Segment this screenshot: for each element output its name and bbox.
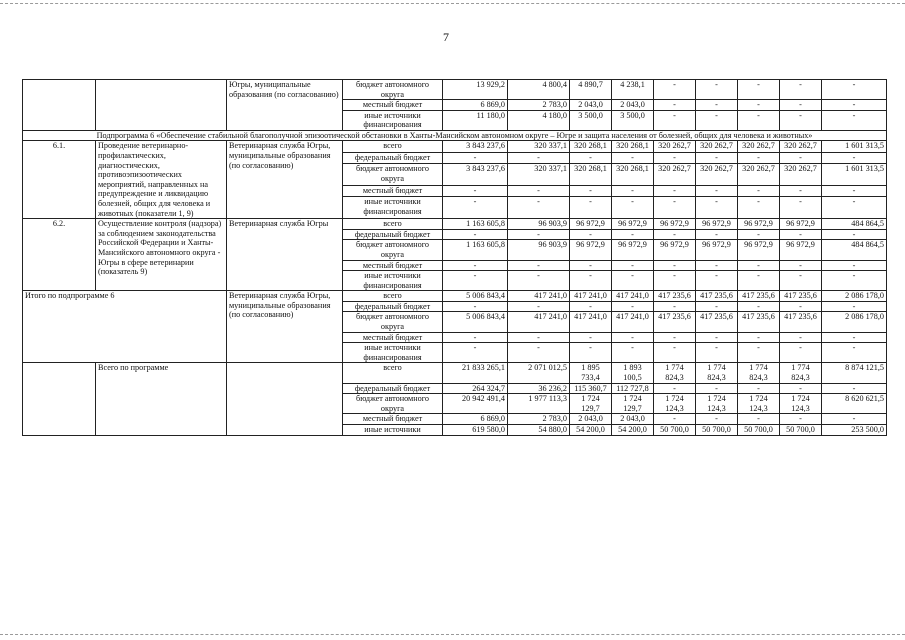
program-total-name: Всего по программе xyxy=(96,363,227,435)
amount-cell: 417 235,6 xyxy=(696,291,738,302)
amount-cell: 417 235,6 xyxy=(780,312,822,332)
amount-cell: - xyxy=(612,271,654,291)
executor xyxy=(227,363,343,435)
amount-cell: 96 972,9 xyxy=(696,219,738,230)
amount-cell: 1 774 824,3 xyxy=(696,363,738,383)
table-row xyxy=(23,141,887,152)
amount-cell: 320 262,7 xyxy=(654,164,696,186)
amount-cell: 96 972,9 xyxy=(654,240,696,260)
amount-cell: 320 262,7 xyxy=(780,141,822,152)
amount-cell: 320 268,1 xyxy=(570,141,612,152)
amount-cell: - xyxy=(654,197,696,219)
amount-cell: 3 843 237,6 xyxy=(443,164,508,186)
amount-cell: - xyxy=(822,80,887,100)
amount-cell: - xyxy=(570,197,612,219)
amount-cell: - xyxy=(443,343,508,363)
amount-cell: - xyxy=(696,383,738,394)
amount-cell: 2 043,0 xyxy=(612,414,654,425)
funding-source: бюджет автономного округа xyxy=(343,164,443,186)
amount-cell: 54 200,0 xyxy=(570,425,612,436)
item-number: 6.2. xyxy=(23,219,96,291)
amount-cell: - xyxy=(738,152,780,163)
amount-cell: - xyxy=(654,301,696,312)
amount-cell: 320 262,7 xyxy=(654,141,696,152)
amount-cell: - xyxy=(780,100,822,111)
funding-source: федеральный бюджет xyxy=(343,152,443,163)
item-number xyxy=(23,80,96,131)
amount-cell: 1 163 605,8 xyxy=(443,219,508,230)
amount-cell: 1 774 824,3 xyxy=(738,363,780,383)
amount-cell: - xyxy=(822,332,887,343)
amount-cell: 2 783,0 xyxy=(508,414,570,425)
amount-cell: 8 874 121,5 xyxy=(822,363,887,383)
amount-cell: - xyxy=(508,343,570,363)
funding-source: бюджет автономного округа xyxy=(343,240,443,260)
amount-cell: 1 774 824,3 xyxy=(780,363,822,383)
amount-cell: 417 241,0 xyxy=(570,312,612,332)
funding-source: местный бюджет xyxy=(343,260,443,271)
funding-source: бюджет автономного округа xyxy=(343,80,443,100)
executor: Югры, муниципальные образования (по согласованию) xyxy=(227,80,343,131)
amount-cell: 320 268,1 xyxy=(570,164,612,186)
amount-cell: - xyxy=(822,343,887,363)
amount-cell: - xyxy=(443,185,508,196)
amount-cell: - xyxy=(738,100,780,111)
amount-cell: 96 903,9 xyxy=(508,219,570,230)
amount-cell: - xyxy=(654,229,696,240)
table-row xyxy=(23,219,887,230)
budget-table xyxy=(22,79,887,436)
funding-source: всего xyxy=(343,291,443,302)
amount-cell: - xyxy=(654,152,696,163)
amount-cell: - xyxy=(612,197,654,219)
amount-cell: - xyxy=(696,152,738,163)
amount-cell: - xyxy=(508,260,570,271)
amount-cell: - xyxy=(696,229,738,240)
funding-source: бюджет автономного округа xyxy=(343,312,443,332)
amount-cell: - xyxy=(822,185,887,196)
amount-cell: - xyxy=(822,414,887,425)
item-number: 6.1. xyxy=(23,141,96,219)
amount-cell: - xyxy=(570,229,612,240)
amount-cell: 484 864,5 xyxy=(822,240,887,260)
executor: Ветеринарная служба Югры, муниципальные образования (по согласованию) xyxy=(227,141,343,219)
amount-cell: 619 580,0 xyxy=(443,425,508,436)
item-name: Осуществление контроля (надзора) за соблюдением законодательства Российской Федерации и Ханты-Мансийского автономного округа - Югры в сфере ветеринарии (показатель 9) xyxy=(96,219,227,291)
executor: Ветеринарная служба Югры xyxy=(227,219,343,291)
amount-cell: 8 620 621,5 xyxy=(822,394,887,414)
amount-cell: 36 236,2 xyxy=(508,383,570,394)
scan-edge-top xyxy=(0,3,905,4)
amount-cell: - xyxy=(570,332,612,343)
amount-cell: 2 043,0 xyxy=(570,100,612,111)
amount-cell: 21 833 265,1 xyxy=(443,363,508,383)
amount-cell: 1 724 124,3 xyxy=(696,394,738,414)
amount-cell: 320 262,7 xyxy=(696,141,738,152)
item-number xyxy=(23,363,96,435)
funding-source: иные источники финансирования xyxy=(343,343,443,363)
amount-cell: 1 724 129,7 xyxy=(570,394,612,414)
funding-source: федеральный бюджет xyxy=(343,229,443,240)
amount-cell: 417 235,6 xyxy=(654,312,696,332)
amount-cell: - xyxy=(822,152,887,163)
amount-cell: - xyxy=(612,332,654,343)
funding-source: всего xyxy=(343,219,443,230)
funding-source: местный бюджет xyxy=(343,100,443,111)
page-number: 7 xyxy=(443,30,449,44)
amount-cell: 1 895 733,4 xyxy=(570,363,612,383)
amount-cell: 2 086 178,0 xyxy=(822,291,887,302)
amount-cell: - xyxy=(738,343,780,363)
amount-cell: - xyxy=(654,100,696,111)
amount-cell: 417 241,0 xyxy=(612,312,654,332)
amount-cell: 484 864,5 xyxy=(822,219,887,230)
amount-cell: - xyxy=(696,197,738,219)
amount-cell: - xyxy=(612,229,654,240)
funding-source: всего xyxy=(343,141,443,152)
amount-cell: 96 903,9 xyxy=(508,240,570,260)
amount-cell: - xyxy=(612,301,654,312)
amount-cell: 2 071 012,5 xyxy=(508,363,570,383)
item-name xyxy=(96,80,227,131)
amount-cell: 320 262,7 xyxy=(696,164,738,186)
amount-cell: 3 843 237,6 xyxy=(443,141,508,152)
amount-cell: 320 337,1 xyxy=(508,164,570,186)
amount-cell: 96 972,9 xyxy=(696,240,738,260)
amount-cell: - xyxy=(654,185,696,196)
amount-cell: - xyxy=(696,80,738,100)
amount-cell: - xyxy=(654,271,696,291)
amount-cell: 417 241,0 xyxy=(612,291,654,302)
amount-cell: - xyxy=(508,152,570,163)
amount-cell: 50 700,0 xyxy=(654,425,696,436)
funding-source: иные источники финансирования xyxy=(343,110,443,130)
amount-cell: - xyxy=(654,332,696,343)
amount-cell: 96 972,9 xyxy=(570,240,612,260)
amount-cell: - xyxy=(696,185,738,196)
amount-cell: - xyxy=(822,260,887,271)
amount-cell: 50 700,0 xyxy=(738,425,780,436)
amount-cell: - xyxy=(654,260,696,271)
amount-cell: 4 800,4 xyxy=(508,80,570,100)
amount-cell: - xyxy=(443,332,508,343)
amount-cell: 417 241,0 xyxy=(570,291,612,302)
amount-cell: 5 006 843,4 xyxy=(443,312,508,332)
amount-cell: 1 601 313,5 xyxy=(822,164,887,186)
amount-cell: - xyxy=(738,271,780,291)
amount-cell: 4 180,0 xyxy=(508,110,570,130)
amount-cell: - xyxy=(570,260,612,271)
amount-cell: - xyxy=(822,301,887,312)
amount-cell: 11 180,0 xyxy=(443,110,508,130)
table-row xyxy=(23,80,887,100)
amount-cell: 96 972,9 xyxy=(570,219,612,230)
executor: Ветеринарная служба Югры, муниципальные образования (по согласованию) xyxy=(227,291,343,363)
amount-cell: - xyxy=(696,301,738,312)
amount-cell: 417 235,6 xyxy=(696,312,738,332)
amount-cell: - xyxy=(780,332,822,343)
amount-cell: - xyxy=(696,332,738,343)
amount-cell: - xyxy=(780,301,822,312)
amount-cell: 96 972,9 xyxy=(780,219,822,230)
amount-cell: 320 268,1 xyxy=(612,141,654,152)
amount-cell: - xyxy=(612,185,654,196)
amount-cell: - xyxy=(443,152,508,163)
amount-cell: 1 774 824,3 xyxy=(654,363,696,383)
amount-cell: 6 869,0 xyxy=(443,100,508,111)
amount-cell: - xyxy=(738,301,780,312)
amount-cell: - xyxy=(738,80,780,100)
amount-cell: 96 972,9 xyxy=(738,240,780,260)
amount-cell: - xyxy=(654,80,696,100)
amount-cell: - xyxy=(508,271,570,291)
amount-cell: 417 235,6 xyxy=(654,291,696,302)
budget-table-body xyxy=(23,80,887,436)
amount-cell: - xyxy=(738,383,780,394)
amount-cell: - xyxy=(570,152,612,163)
amount-cell: 253 500,0 xyxy=(822,425,887,436)
amount-cell: - xyxy=(780,110,822,130)
amount-cell: - xyxy=(822,100,887,111)
amount-cell: - xyxy=(822,229,887,240)
funding-source: местный бюджет xyxy=(343,414,443,425)
amount-cell: 320 262,7 xyxy=(738,141,780,152)
amount-cell: 1 724 124,3 xyxy=(738,394,780,414)
amount-cell: - xyxy=(738,260,780,271)
amount-cell: - xyxy=(822,110,887,130)
amount-cell: - xyxy=(612,152,654,163)
funding-source: местный бюджет xyxy=(343,332,443,343)
amount-cell: 20 942 491,4 xyxy=(443,394,508,414)
amount-cell: 96 972,9 xyxy=(738,219,780,230)
amount-cell: - xyxy=(570,343,612,363)
amount-cell: - xyxy=(738,229,780,240)
amount-cell: - xyxy=(780,229,822,240)
amount-cell: 96 972,9 xyxy=(654,219,696,230)
amount-cell: - xyxy=(696,260,738,271)
amount-cell: 264 324,7 xyxy=(443,383,508,394)
amount-cell: - xyxy=(738,185,780,196)
amount-cell: 417 235,6 xyxy=(738,312,780,332)
amount-cell: 115 360,7 xyxy=(570,383,612,394)
amount-cell: - xyxy=(443,229,508,240)
item-name: Проведение ветеринарно-профилактических, диагностических, противоэпизоотических мероприятий, направленных на предупреждение и ликвидацию болезней, общих для человека и животных (показатели 1, 9) xyxy=(96,141,227,219)
amount-cell: - xyxy=(508,301,570,312)
amount-cell: - xyxy=(696,343,738,363)
amount-cell: - xyxy=(780,383,822,394)
amount-cell: 1 601 313,5 xyxy=(822,141,887,152)
amount-cell: - xyxy=(696,110,738,130)
amount-cell: 96 972,9 xyxy=(612,219,654,230)
amount-cell: - xyxy=(443,271,508,291)
amount-cell: 13 929,2 xyxy=(443,80,508,100)
amount-cell: 54 200,0 xyxy=(612,425,654,436)
amount-cell: 1 724 124,3 xyxy=(654,394,696,414)
amount-cell: 417 235,6 xyxy=(738,291,780,302)
amount-cell: 320 262,7 xyxy=(780,164,822,186)
amount-cell: - xyxy=(780,152,822,163)
funding-source: иные источники xyxy=(343,425,443,436)
amount-cell: - xyxy=(570,185,612,196)
amount-cell: - xyxy=(780,80,822,100)
subprogram-title: Подпрограмма 6 «Обеспечение стабильной благополучной эпизоотической обстановки в Ханты-Мансийском автономном округе – Югре и защита населения от болезней, общих для человека и животных» xyxy=(23,130,887,140)
amount-cell: 2 783,0 xyxy=(508,100,570,111)
amount-cell: 3 500,0 xyxy=(612,110,654,130)
amount-cell: - xyxy=(738,110,780,130)
amount-cell: - xyxy=(822,197,887,219)
amount-cell: 2 086 178,0 xyxy=(822,312,887,332)
funding-source: бюджет автономного округа xyxy=(343,394,443,414)
subprogram-title-row xyxy=(23,130,887,140)
amount-cell: - xyxy=(612,343,654,363)
amount-cell: - xyxy=(696,271,738,291)
amount-cell: - xyxy=(780,260,822,271)
amount-cell: - xyxy=(443,301,508,312)
funding-source: федеральный бюджет xyxy=(343,301,443,312)
amount-cell: 320 262,7 xyxy=(738,164,780,186)
amount-cell: - xyxy=(570,301,612,312)
funding-source: федеральный бюджет xyxy=(343,383,443,394)
funding-source: иные источники финансирования xyxy=(343,271,443,291)
amount-cell: - xyxy=(570,271,612,291)
amount-cell: 1 724 129,7 xyxy=(612,394,654,414)
amount-cell: 112 727,8 xyxy=(612,383,654,394)
amount-cell: - xyxy=(738,197,780,219)
amount-cell: - xyxy=(738,414,780,425)
amount-cell: 50 700,0 xyxy=(696,425,738,436)
amount-cell: - xyxy=(508,229,570,240)
amount-cell: - xyxy=(780,271,822,291)
amount-cell: - xyxy=(654,110,696,130)
amount-cell: 3 500,0 xyxy=(570,110,612,130)
funding-source: иные источники финансирования xyxy=(343,197,443,219)
amount-cell: 320 268,1 xyxy=(612,164,654,186)
amount-cell: - xyxy=(696,414,738,425)
amount-cell: - xyxy=(654,383,696,394)
amount-cell: 1 977 113,3 xyxy=(508,394,570,414)
subtotal-name: Итого по подпрограмме 6 xyxy=(23,291,227,363)
funding-source: всего xyxy=(343,363,443,383)
funding-source: местный бюджет xyxy=(343,185,443,196)
amount-cell: 417 241,0 xyxy=(508,312,570,332)
amount-cell: - xyxy=(443,197,508,219)
amount-cell: - xyxy=(508,332,570,343)
amount-cell: - xyxy=(822,271,887,291)
amount-cell: 320 337,1 xyxy=(508,141,570,152)
amount-cell: 417 241,0 xyxy=(508,291,570,302)
amount-cell: - xyxy=(508,197,570,219)
table-row xyxy=(23,291,887,302)
amount-cell: - xyxy=(780,343,822,363)
amount-cell: - xyxy=(780,185,822,196)
amount-cell: 4 890,7 xyxy=(570,80,612,100)
amount-cell: 1 893 100,5 xyxy=(612,363,654,383)
amount-cell: - xyxy=(443,260,508,271)
amount-cell: - xyxy=(780,414,822,425)
amount-cell: 96 972,9 xyxy=(780,240,822,260)
amount-cell: - xyxy=(508,185,570,196)
amount-cell: 96 972,9 xyxy=(612,240,654,260)
amount-cell: - xyxy=(612,260,654,271)
amount-cell: 417 235,6 xyxy=(780,291,822,302)
amount-cell: 54 880,0 xyxy=(508,425,570,436)
amount-cell: 2 043,0 xyxy=(612,100,654,111)
amount-cell: 5 006 843,4 xyxy=(443,291,508,302)
amount-cell: - xyxy=(822,383,887,394)
amount-cell: 4 238,1 xyxy=(612,80,654,100)
amount-cell: 1 163 605,8 xyxy=(443,240,508,260)
amount-cell: 6 869,0 xyxy=(443,414,508,425)
amount-cell: - xyxy=(654,343,696,363)
amount-cell: 50 700,0 xyxy=(780,425,822,436)
amount-cell: - xyxy=(654,414,696,425)
table-row xyxy=(23,363,887,383)
scan-edge-bottom xyxy=(0,634,905,635)
amount-cell: - xyxy=(696,100,738,111)
amount-cell: - xyxy=(738,332,780,343)
amount-cell: 2 043,0 xyxy=(570,414,612,425)
amount-cell: 1 724 124,3 xyxy=(780,394,822,414)
amount-cell: - xyxy=(780,197,822,219)
